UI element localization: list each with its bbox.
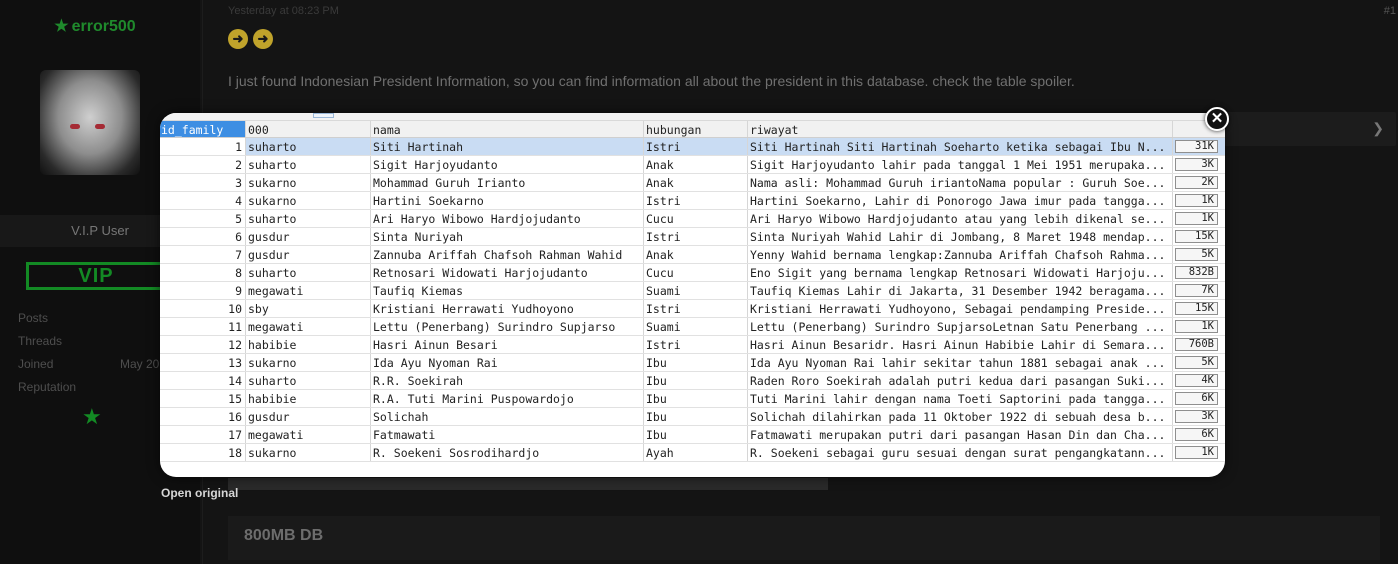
- table-cell[interactable]: sukarno: [246, 174, 371, 191]
- column-header[interactable]: hubungan: [644, 121, 748, 137]
- table-cell[interactable]: [1220, 318, 1225, 335]
- table-cell[interactable]: gusdur: [246, 228, 371, 245]
- table-cell[interactable]: [1220, 264, 1225, 281]
- table-cell[interactable]: sukarno: [246, 354, 371, 371]
- table-cell[interactable]: [1220, 372, 1225, 389]
- table-cell[interactable]: Fatmawati: [371, 426, 644, 443]
- posts-label: Posts: [18, 311, 49, 325]
- column-header[interactable]: nama: [371, 121, 644, 137]
- table-cell[interactable]: 14: [160, 372, 246, 389]
- table-row[interactable]: [160, 192, 1225, 210]
- table-cell[interactable]: megawati: [246, 282, 371, 299]
- table-cell[interactable]: 1: [160, 138, 246, 155]
- table-cell[interactable]: [1173, 444, 1220, 461]
- table-cell[interactable]: habibie: [246, 390, 371, 407]
- table-cell[interactable]: [1173, 336, 1220, 353]
- table-cell[interactable]: megawati: [246, 318, 371, 335]
- table-cell[interactable]: Siti Hartinah: [371, 138, 644, 155]
- table-cell[interactable]: [1173, 390, 1220, 407]
- table-cell[interactable]: Ida Ayu Nyoman Rai: [371, 354, 644, 371]
- column-header[interactable]: riwayat: [748, 121, 1173, 137]
- blob-size-button[interactable]: 760B: [1175, 338, 1218, 351]
- table-cell[interactable]: [1173, 300, 1220, 317]
- table-cell[interactable]: Solichah dilahirkan pada 11 Oktober 1922 di sebuah desa b...: [748, 408, 1173, 425]
- avatar-eye: [70, 124, 80, 129]
- blob-size-button[interactable]: 6K: [1175, 392, 1218, 405]
- table-cell[interactable]: suharto: [246, 264, 371, 281]
- table-cell[interactable]: Kristiani Herrawati Yudhoyono: [371, 300, 644, 317]
- table-cell[interactable]: [1220, 246, 1225, 263]
- table-cell[interactable]: sukarno: [246, 192, 371, 209]
- table-cell[interactable]: R.R. Soekirah: [371, 372, 644, 389]
- table-cell[interactable]: 5: [160, 210, 246, 227]
- blob-size-button[interactable]: 6K: [1175, 428, 1218, 441]
- table-cell[interactable]: Suami: [644, 282, 748, 299]
- table-cell[interactable]: 12: [160, 336, 246, 353]
- table-cell[interactable]: Hartini Soekarno: [371, 192, 644, 209]
- table-cell[interactable]: 10: [160, 300, 246, 317]
- table-cell[interactable]: [1173, 156, 1220, 173]
- table-cell[interactable]: Ibu: [644, 426, 748, 443]
- table-row[interactable]: [160, 282, 1225, 300]
- table-cell[interactable]: Tuti Marini lahir dengan nama Toeti Saptorini pada tangga...: [748, 390, 1173, 407]
- table-cell[interactable]: 18: [160, 444, 246, 461]
- table-cell[interactable]: megawati: [246, 426, 371, 443]
- table-cell[interactable]: 3: [160, 174, 246, 191]
- blob-size-button[interactable]: 5K: [1175, 248, 1218, 261]
- table-cell[interactable]: Zannuba Ariffah Chafsoh Rahman Wahid: [371, 246, 644, 263]
- table-cell[interactable]: Fatmawati merupakan putri dari pasangan Hasan Din dan Cha...: [748, 426, 1173, 443]
- table-cell[interactable]: [1173, 246, 1220, 263]
- table-cell[interactable]: Sinta Nuriyah: [371, 228, 644, 245]
- blob-size-button[interactable]: 4K: [1175, 374, 1218, 387]
- table-cell[interactable]: [1173, 318, 1220, 335]
- section-title: 800MB DB: [244, 527, 324, 544]
- table-row[interactable]: [160, 156, 1225, 174]
- vip-badge: VIP: [26, 262, 166, 290]
- table-cell[interactable]: Ibu: [644, 372, 748, 389]
- grid-toolbar: [160, 113, 1225, 121]
- blob-size-button[interactable]: 7K: [1175, 284, 1218, 297]
- table-cell[interactable]: [1220, 426, 1225, 443]
- table-cell[interactable]: Taufiq Kiemas Lahir di Jakarta, 31 Desember 1942 beragama...: [748, 282, 1173, 299]
- table-cell[interactable]: [1173, 264, 1220, 281]
- table-cell[interactable]: [1220, 192, 1225, 209]
- blob-size-button[interactable]: 5K: [1175, 356, 1218, 369]
- table-cell[interactable]: gusdur: [246, 408, 371, 425]
- image-lightbox: [160, 113, 1225, 477]
- table-cell[interactable]: Ibu: [644, 408, 748, 425]
- toolbar-button[interactable]: [313, 113, 334, 118]
- user-rank: V.I.P User: [0, 215, 200, 247]
- blob-size-button[interactable]: 1K: [1175, 320, 1218, 333]
- table-row[interactable]: [160, 246, 1225, 264]
- table-cell[interactable]: [1173, 228, 1220, 245]
- table-cell[interactable]: [1220, 354, 1225, 371]
- table-row[interactable]: [160, 354, 1225, 372]
- column-header[interactable]: id_family: [160, 121, 246, 137]
- table-cell[interactable]: Anak: [644, 174, 748, 191]
- table-cell[interactable]: 8: [160, 264, 246, 281]
- table-cell[interactable]: Eno Sigit yang bernama lengkap Retnosari Widowati Harjoju...: [748, 264, 1173, 281]
- table-cell[interactable]: Lettu (Penerbang) Surindro SupjarsoLetnan Satu Penerbang ...: [748, 318, 1173, 335]
- table-cell[interactable]: Retnosari Widowati Harjojudanto: [371, 264, 644, 281]
- table-row[interactable]: [160, 444, 1225, 462]
- table-cell[interactable]: 13: [160, 354, 246, 371]
- avatar-eye: [95, 124, 105, 129]
- table-cell[interactable]: Istri: [644, 300, 748, 317]
- joined-label: Joined: [18, 357, 54, 371]
- post-body-text: I just found Indonesian President Information, so you can find information all about the president in this database. check the table spoiler.: [228, 73, 1075, 89]
- table-cell[interactable]: R.A. Tuti Marini Puspowardojo: [371, 390, 644, 407]
- table-cell[interactable]: 7: [160, 246, 246, 263]
- table-row[interactable]: [160, 138, 1225, 156]
- table-cell[interactable]: [1220, 336, 1225, 353]
- table-row[interactable]: [160, 408, 1225, 426]
- table-cell[interactable]: [1173, 192, 1220, 209]
- table-cell[interactable]: Sigit Harjoyudanto lahir pada tanggal 1 Mei 1951 merupaka...: [748, 156, 1173, 173]
- table-cell[interactable]: [1220, 228, 1225, 245]
- grid-body: [160, 138, 1225, 462]
- blob-size-button[interactable]: 1K: [1175, 212, 1218, 225]
- table-cell[interactable]: [1173, 372, 1220, 389]
- table-cell[interactable]: [1220, 444, 1225, 461]
- table-cell[interactable]: 9: [160, 282, 246, 299]
- blob-size-button[interactable]: 832B: [1175, 266, 1218, 279]
- table-cell[interactable]: sby: [246, 300, 371, 317]
- table-cell[interactable]: [1173, 174, 1220, 191]
- table-cell[interactable]: Nama asli: Mohammad Guruh iriantoNama popular : Guruh Soe...: [748, 174, 1173, 191]
- table-cell[interactable]: [1173, 210, 1220, 227]
- image-caption-strip: [228, 478, 828, 490]
- table-cell[interactable]: 11: [160, 318, 246, 335]
- table-cell[interactable]: Anak: [644, 156, 748, 173]
- table-cell[interactable]: Yenny Wahid bernama lengkap:Zannuba Ariffah Chafsoh Rahma...: [748, 246, 1173, 263]
- table-cell[interactable]: Siti Hartinah Siti Hartinah Soeharto ketika sebagai Ibu N...: [748, 138, 1173, 155]
- avatar[interactable]: [40, 70, 140, 175]
- blob-size-button[interactable]: 3K: [1175, 410, 1218, 423]
- table-cell[interactable]: 17: [160, 426, 246, 443]
- table-cell[interactable]: Ari Haryo Wibowo Hardjojudanto: [371, 210, 644, 227]
- column-header[interactable]: 000: [246, 121, 371, 137]
- chevron-down-icon: ❯: [1372, 120, 1384, 136]
- table-row[interactable]: [160, 318, 1225, 336]
- post-date[interactable]: Yesterday at 08:23 PM: [228, 5, 339, 17]
- table-cell[interactable]: 6: [160, 228, 246, 245]
- arrow-right-icon[interactable]: ➜: [228, 29, 248, 49]
- star-icon: ★: [82, 404, 102, 429]
- table-cell[interactable]: Mohammad Guruh Irianto: [371, 174, 644, 191]
- table-cell[interactable]: Ibu: [644, 354, 748, 371]
- table-cell[interactable]: Ibu: [644, 390, 748, 407]
- table-cell[interactable]: Solichah: [371, 408, 644, 425]
- table-cell[interactable]: sukarno: [246, 444, 371, 461]
- table-cell[interactable]: [1173, 354, 1220, 371]
- table-cell[interactable]: 15: [160, 390, 246, 407]
- table-cell[interactable]: habibie: [246, 336, 371, 353]
- close-icon[interactable]: ✕: [1205, 107, 1229, 131]
- table-cell[interactable]: Hartini Soekarno, Lahir di Ponorogo Jawa imur pada tangga...: [748, 192, 1173, 209]
- table-row[interactable]: [160, 426, 1225, 444]
- table-cell[interactable]: Ari Haryo Wibowo Hardjojudanto atau yang lebih dikenal se...: [748, 210, 1173, 227]
- joined-value: May 20: [120, 357, 160, 371]
- table-cell[interactable]: [1220, 282, 1225, 299]
- table-cell[interactable]: gusdur: [246, 246, 371, 263]
- table-row[interactable]: [160, 174, 1225, 192]
- blob-size-button[interactable]: 3K: [1175, 158, 1218, 171]
- table-cell[interactable]: Istri: [644, 336, 748, 353]
- data-grid[interactable]: [160, 121, 1225, 462]
- table-cell[interactable]: [1220, 300, 1225, 317]
- post-number[interactable]: #1: [1383, 5, 1396, 17]
- blob-size-button[interactable]: 31K: [1175, 140, 1218, 153]
- arrow-right-icon[interactable]: ➜: [253, 29, 273, 49]
- blob-size-button[interactable]: 1K: [1175, 194, 1218, 207]
- table-cell[interactable]: 2: [160, 156, 246, 173]
- spoiler-section[interactable]: [228, 516, 1380, 560]
- table-cell[interactable]: Istri: [644, 228, 748, 245]
- grid-header-row: [160, 121, 1225, 138]
- table-cell[interactable]: Kristiani Herrawati Yudhoyono, Sebagai pendamping Preside...: [748, 300, 1173, 317]
- blob-size-button[interactable]: 15K: [1175, 230, 1218, 243]
- table-cell[interactable]: Hasri Ainun Besari: [371, 336, 644, 353]
- table-cell[interactable]: 4: [160, 192, 246, 209]
- table-cell[interactable]: [1173, 426, 1220, 443]
- table-cell[interactable]: [1220, 210, 1225, 227]
- table-cell[interactable]: Lettu (Penerbang) Surindro Supjarso: [371, 318, 644, 335]
- username-text[interactable]: error500: [71, 18, 136, 35]
- table-cell[interactable]: Sigit Harjoyudanto: [371, 156, 644, 173]
- table-row[interactable]: [160, 210, 1225, 228]
- table-cell[interactable]: [1220, 156, 1225, 173]
- table-row[interactable]: [160, 336, 1225, 354]
- table-row[interactable]: [160, 390, 1225, 408]
- table-cell[interactable]: suharto: [246, 372, 371, 389]
- table-cell[interactable]: R. Soekeni Sosrodihardjo: [371, 444, 644, 461]
- table-row[interactable]: [160, 300, 1225, 318]
- table-cell[interactable]: [1220, 408, 1225, 425]
- table-cell[interactable]: Taufiq Kiemas: [371, 282, 644, 299]
- table-cell[interactable]: [1220, 390, 1225, 407]
- blob-size-button[interactable]: 15K: [1175, 302, 1218, 315]
- table-cell[interactable]: Hasri Ainun Besaridr. Hasri Ainun Habibie Lahir di Semara...: [748, 336, 1173, 353]
- table-cell[interactable]: Istri: [644, 192, 748, 209]
- blob-size-button[interactable]: 1K: [1175, 446, 1218, 459]
- star-icon: ★: [54, 18, 69, 35]
- table-cell[interactable]: [1173, 408, 1220, 425]
- table-cell[interactable]: suharto: [246, 138, 371, 155]
- table-cell[interactable]: Cucu: [644, 264, 748, 281]
- open-original-link[interactable]: Open original: [161, 486, 239, 500]
- table-cell[interactable]: Raden Roro Soekirah adalah putri kedua dari pasangan Suki...: [748, 372, 1173, 389]
- table-cell[interactable]: [1220, 174, 1225, 191]
- table-cell[interactable]: Cucu: [644, 210, 748, 227]
- table-cell[interactable]: Ida Ayu Nyoman Rai lahir sekitar tahun 1881 sebagai anak ...: [748, 354, 1173, 371]
- table-cell[interactable]: Istri: [644, 138, 748, 155]
- table-row[interactable]: [160, 264, 1225, 282]
- table-cell[interactable]: Ayah: [644, 444, 748, 461]
- table-cell[interactable]: [1173, 282, 1220, 299]
- spoiler-toggle[interactable]: [1224, 112, 1396, 146]
- table-row[interactable]: [160, 228, 1225, 246]
- table-row[interactable]: [160, 372, 1225, 390]
- table-cell[interactable]: suharto: [246, 156, 371, 173]
- table-cell[interactable]: suharto: [246, 210, 371, 227]
- table-cell[interactable]: [1173, 138, 1220, 155]
- username[interactable]: [0, 16, 190, 36]
- table-cell[interactable]: R. Soekeni sebagai guru sesuai dengan surat pengangkatann...: [748, 444, 1173, 461]
- table-cell[interactable]: 16: [160, 408, 246, 425]
- table-cell[interactable]: [1220, 138, 1225, 155]
- table-cell[interactable]: Anak: [644, 246, 748, 263]
- table-cell[interactable]: Sinta Nuriyah Wahid Lahir di Jombang, 8 Maret 1948 mendap...: [748, 228, 1173, 245]
- table-cell[interactable]: Suami: [644, 318, 748, 335]
- blob-size-button[interactable]: 2K: [1175, 176, 1218, 189]
- threads-label: Threads: [18, 334, 63, 348]
- reputation-label: Reputation: [18, 380, 77, 394]
